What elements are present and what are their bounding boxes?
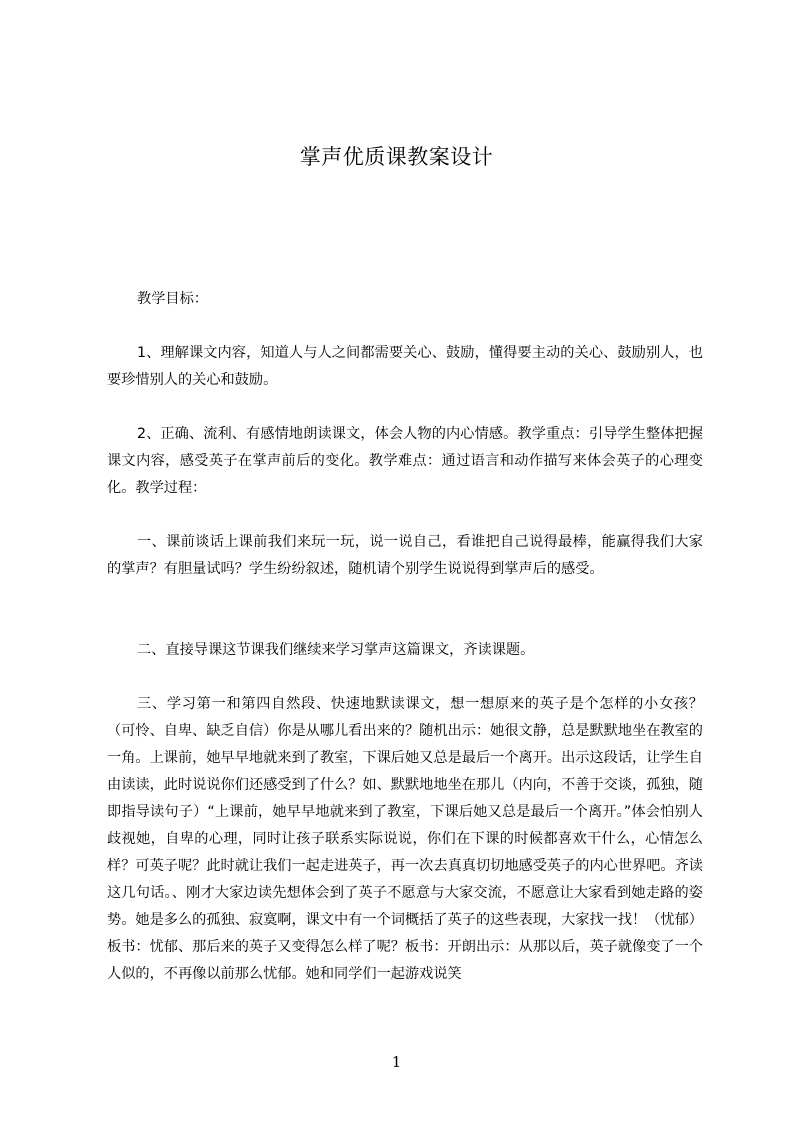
paragraph-goal-2: 2、正确、流利、有感情地朗读课文，体会人物的内心情感。教学重点：引导学生整体把握课文内容，感受英子在掌声前后的变化。教学难点：通过语言和动作描写来体会英子的心理变化。教学过程： [107, 426, 703, 496]
paragraph-step-1: 一、课前谈话上课前我们来玩一玩，说一说自己，看谁把自己说得最棒，能赢得我们大家的掌声？有胆量试吗？学生纷纷叙述，随机请个别学生说说得到掌声后的感受。 [107, 534, 703, 577]
document-title: 掌声优质课教案设计 [299, 145, 494, 169]
paragraph-step-2: 二、直接导课这节课我们继续来学习掌声这篇课文，齐读课题。 [137, 642, 535, 658]
page-number: 1 [391, 1053, 402, 1071]
paragraph-step-3: 三、学习第一和第四自然段、快速地默读课文，想一想原来的英子是个怎样的小女孩？（可怜、自卑、缺乏自信）你是从哪儿看出来的？随机出示：她很文静，总是默默地坐在教室的一角。上课前，她早早地就来到了教室，下课后她又总是最后一个离开。出示这段话，让学生自由读读，此时说说你们还感受到了什么？如、默默地地坐在那儿（内向，不善于交谈，孤独，随即指导读句子）“上课前，她早早地就来到了教室，下课后她又总是最后一个离开。”体会怕别人歧视她，自卑的心理，同时让孩子联系实际说说，你们在下课的时候都喜欢干什么，心情怎么样？可英子呢？此时就让我们一起走进英子，再一次去真真切切地感受英子的内心世界吧。齐读这几句话。、刚才大家边读先想体会到了英子不愿意与大家交流，不愿意让大家看到她走路的姿势。她是多么的孤独、寂寞啊，课文中有一个词概括了英子的这些表现，大家找一找！（忧郁）板书：忧郁、那后来的英子又变得怎么样了呢？板书：开朗出示：从那以后，英子就像变了一个人似的，不再像以前那么忧郁。她和同学们一起游戏说笑 [107, 696, 703, 982]
paragraph-teaching-goals-heading: 教学目标： [137, 291, 208, 307]
paragraph-goal-1: 1、理解课文内容，知道人与人之间都需要关心、鼓励，懂得要主动的关心、鼓励别人，也要珍惜别人的关心和鼓励。 [107, 345, 703, 388]
